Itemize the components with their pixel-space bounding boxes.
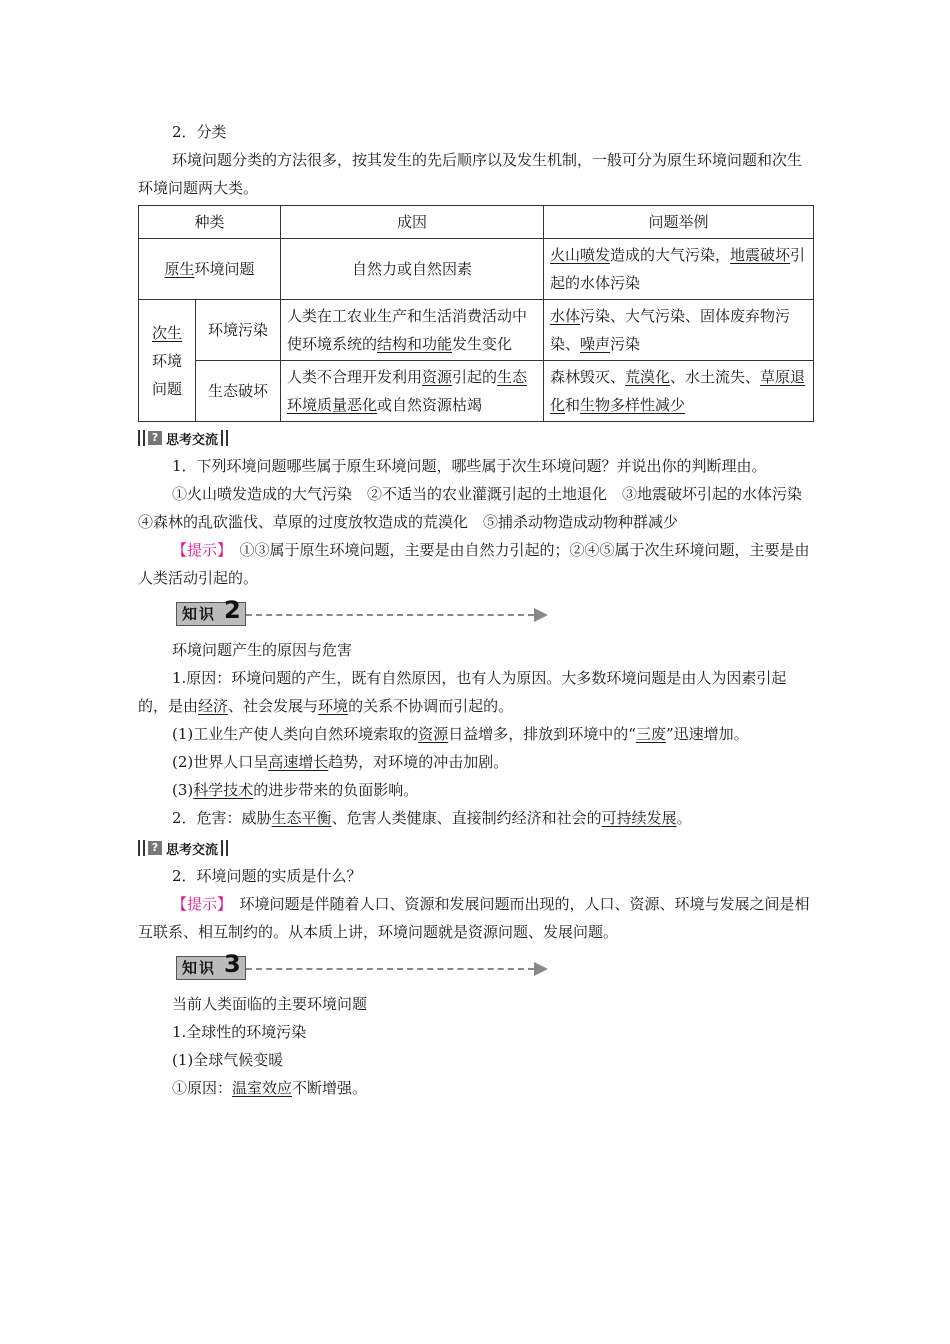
knowledge-number: 2 [224, 596, 241, 624]
think-exchange-banner-1 [138, 426, 814, 450]
header-examples: 问题举例 [544, 206, 814, 239]
document-page [138, 118, 818, 1102]
k3-cause: ①原因：温室效应不断增强。 [172, 1079, 368, 1097]
question-mark-icon: ? [148, 841, 162, 855]
k2-harm: 2．危害：威胁生态平衡、危害人类健康、直接制约经济和社会的可持续发展。 [172, 809, 692, 827]
question-mark-icon: ? [148, 431, 162, 445]
secondary-ecology-subtype: 生态破坏 [196, 361, 281, 422]
table-row-secondary-ecology [139, 361, 814, 422]
classification-intro: 环境问题分类的方法很多，按其发生的先后顺序以及发生机制，一般可分为原生环境问题和次生环境问题两大类。 [138, 151, 803, 197]
header-type: 种类 [139, 206, 281, 239]
think-exchange-banner-2 [138, 836, 814, 860]
table-row-secondary-pollution [139, 300, 814, 361]
pollution-cause-cell: 人类在工农业生产和生活消费活动中使环境系统的结构和功能发生变化 [281, 300, 544, 361]
knowledge-banner-2 [138, 598, 814, 634]
k2-cause: 1.原因：环境问题的产生，既有自然原因，也有人为原因。大多数环境问题是由人为因素引起的，是由经济、社会发展与环境的关系不协调而引起的。 [138, 669, 787, 715]
k2-cause-3: (3)科学技术的进步带来的负面影响。 [172, 781, 419, 799]
pollution-example-cell: 水体污染、大气污染、固体废弃物污染、噪声污染 [544, 300, 814, 361]
secondary-type-cell: 次生 环境问题 [139, 300, 196, 422]
bar-icon [138, 430, 145, 446]
table-row-primary [139, 239, 814, 300]
k2-title: 环境问题产生的原因与危害 [172, 641, 353, 659]
header-cause: 成因 [281, 206, 544, 239]
bar-icon [221, 430, 228, 446]
arrow-right-icon [534, 962, 548, 976]
think-exchange-label: 思考交流 [166, 432, 219, 448]
primary-type-cell: 原生环境问题 [139, 239, 281, 300]
think2-hint: 【提示】 环境问题是伴随着人口、资源和发展问题而出现的，人口、资源、环境与发展之间是相互联系、相互制约的。从本质上讲，环境问题就是资源问题、发展问题。 [138, 895, 810, 941]
k3-title: 当前人类面临的主要环境问题 [172, 995, 368, 1013]
knowledge-label: 知识 [182, 959, 217, 977]
knowledge-banner-3 [138, 952, 814, 988]
primary-example-cell: 火山喷发造成的大气污染，地震破坏引起的水体污染 [544, 239, 814, 300]
ecology-cause-cell: 人类不合理开发利用资源引起的生态环境质量恶化或自然资源枯竭 [281, 361, 544, 422]
ecology-example-cell: 森林毁灭、荒漠化、水土流失、草原退化和生物多样性减少 [544, 361, 814, 422]
bar-icon [221, 840, 228, 856]
section-heading-classification: 2．分类 [172, 123, 227, 141]
dashed-line [246, 968, 534, 970]
think1-question: 1．下列环境问题哪些属于原生环境问题，哪些属于次生环境问题？并说出你的判断理由。 [172, 457, 767, 475]
primary-cause-cell: 自然力或自然因素 [281, 239, 544, 300]
dashed-line [246, 614, 534, 616]
think1-hint: 【提示】 ①③属于原生环境问题，主要是由自然力引起的；②④⑤属于次生环境问题，主要是由人类活动引起的。 [138, 541, 810, 587]
knowledge-number: 3 [224, 950, 241, 978]
think1-options: ①火山喷发造成的大气污染 ②不适当的农业灌溉引起的土地退化 ③地震破坏引起的水体污染 ④森林的乱砍滥伐、草原的过度放牧造成的荒漠化 ⑤捕杀动物造成动物种群减少 [138, 485, 818, 531]
k3-item-1: 1.全球性的环境污染 [172, 1023, 307, 1041]
bar-icon [138, 840, 145, 856]
secondary-pollution-subtype: 环境污染 [196, 300, 281, 361]
think-exchange-label: 思考交流 [166, 842, 219, 858]
k2-cause-1: (1)工业生产使人类向自然环境索取的资源日益增多，排放到环境中的“三废”迅速增加。 [172, 725, 749, 743]
hint-label: 【提示】 [172, 541, 225, 559]
hint-label: 【提示】 [172, 895, 225, 913]
table-header-row [139, 206, 814, 239]
arrow-right-icon [534, 608, 548, 622]
classification-table [138, 205, 814, 422]
k2-cause-2: (2)世界人口呈高速增长趋势，对环境的冲击加剧。 [172, 753, 509, 771]
think2-question: 2．环境问题的实质是什么？ [172, 867, 362, 885]
knowledge-label: 知识 [182, 605, 217, 623]
k3-item-1-1: (1)全球气候变暖 [172, 1051, 284, 1069]
